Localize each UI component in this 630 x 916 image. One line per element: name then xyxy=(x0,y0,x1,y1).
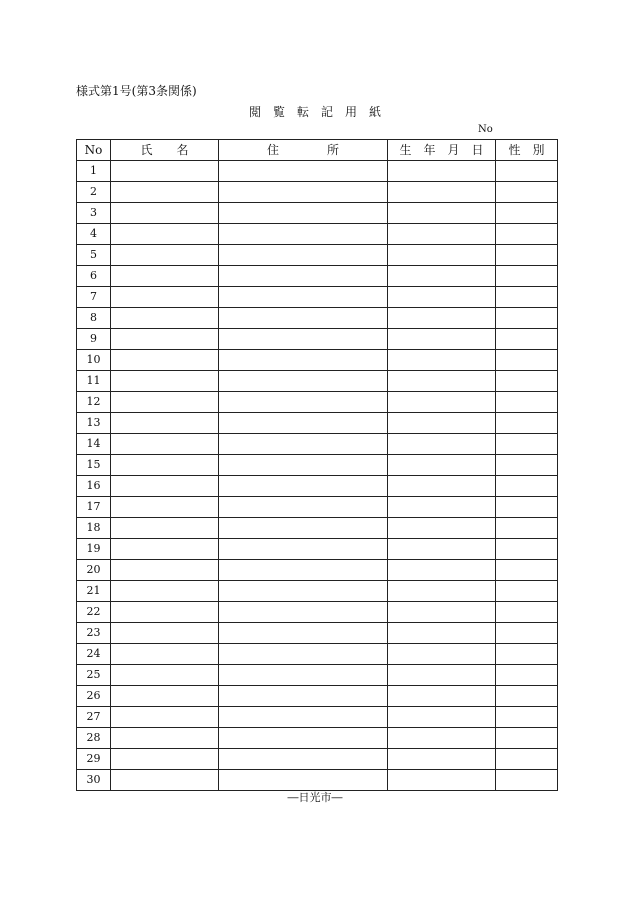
birthdate-cell[interactable] xyxy=(388,749,496,770)
table-row xyxy=(77,371,558,392)
row-number: 6 xyxy=(77,266,111,287)
document-title: 閲 覧 転 記 用 紙 xyxy=(248,105,381,119)
name-cell[interactable] xyxy=(111,161,219,182)
birthdate-cell[interactable] xyxy=(388,728,496,749)
gender-cell[interactable] xyxy=(496,203,558,224)
row-number: 4 xyxy=(77,224,111,245)
address-cell[interactable] xyxy=(219,371,388,392)
row-number: 18 xyxy=(77,518,111,539)
address-cell[interactable] xyxy=(219,749,388,770)
birthdate-cell[interactable] xyxy=(388,644,496,665)
gender-cell[interactable] xyxy=(496,602,558,623)
row-number: 11 xyxy=(77,371,111,392)
table-body xyxy=(77,161,558,791)
row-number: 20 xyxy=(77,560,111,581)
gender-cell[interactable] xyxy=(496,287,558,308)
table-row xyxy=(77,770,558,791)
address-cell[interactable] xyxy=(219,602,388,623)
gender-cell[interactable] xyxy=(496,497,558,518)
birthdate-cell[interactable] xyxy=(388,686,496,707)
address-cell[interactable] xyxy=(219,644,388,665)
address-cell[interactable] xyxy=(219,770,388,791)
table-row xyxy=(77,203,558,224)
name-cell[interactable] xyxy=(111,749,219,770)
birthdate-cell[interactable] xyxy=(388,245,496,266)
row-number: 8 xyxy=(77,308,111,329)
footer-city-name: ―日光市― xyxy=(287,791,343,804)
birthdate-cell[interactable] xyxy=(388,329,496,350)
gender-cell[interactable] xyxy=(496,665,558,686)
address-cell[interactable] xyxy=(219,497,388,518)
address-cell[interactable] xyxy=(219,329,388,350)
form-reference: 様式第1号(第3条関係) xyxy=(76,84,197,98)
gender-cell[interactable] xyxy=(496,686,558,707)
gender-cell[interactable] xyxy=(496,770,558,791)
address-cell[interactable] xyxy=(219,161,388,182)
birthdate-cell[interactable] xyxy=(388,203,496,224)
address-cell[interactable] xyxy=(219,686,388,707)
table-row xyxy=(77,749,558,770)
gender-cell[interactable] xyxy=(496,350,558,371)
name-cell[interactable] xyxy=(111,203,219,224)
table-row xyxy=(77,329,558,350)
birthdate-cell[interactable] xyxy=(388,560,496,581)
table-row xyxy=(77,518,558,539)
birthdate-cell[interactable] xyxy=(388,287,496,308)
row-number: 3 xyxy=(77,203,111,224)
row-number: 16 xyxy=(77,476,111,497)
name-cell[interactable] xyxy=(111,560,219,581)
name-cell[interactable] xyxy=(111,665,219,686)
address-cell[interactable] xyxy=(219,350,388,371)
table-row xyxy=(77,602,558,623)
address-cell[interactable] xyxy=(219,308,388,329)
address-cell[interactable] xyxy=(219,707,388,728)
name-cell[interactable] xyxy=(111,350,219,371)
table-row xyxy=(77,623,558,644)
gender-cell[interactable] xyxy=(496,476,558,497)
row-number: 14 xyxy=(77,434,111,455)
birthdate-cell[interactable] xyxy=(388,623,496,644)
address-cell[interactable] xyxy=(219,413,388,434)
gender-cell[interactable] xyxy=(496,455,558,476)
gender-cell[interactable] xyxy=(496,623,558,644)
birthdate-cell[interactable] xyxy=(388,581,496,602)
address-cell[interactable] xyxy=(219,455,388,476)
name-cell[interactable] xyxy=(111,686,219,707)
address-cell[interactable] xyxy=(219,539,388,560)
table-row xyxy=(77,728,558,749)
header-gender: 性 別 xyxy=(496,140,558,161)
birthdate-cell[interactable] xyxy=(388,413,496,434)
table-row xyxy=(77,686,558,707)
address-cell[interactable] xyxy=(219,266,388,287)
address-cell[interactable] xyxy=(219,224,388,245)
gender-cell[interactable] xyxy=(496,644,558,665)
address-cell[interactable] xyxy=(219,560,388,581)
birthdate-cell[interactable] xyxy=(388,455,496,476)
table-row xyxy=(77,224,558,245)
name-cell[interactable] xyxy=(111,623,219,644)
row-number: 25 xyxy=(77,665,111,686)
name-cell[interactable] xyxy=(111,518,219,539)
gender-cell[interactable] xyxy=(496,413,558,434)
name-cell[interactable] xyxy=(111,329,219,350)
row-number: 19 xyxy=(77,539,111,560)
gender-cell[interactable] xyxy=(496,161,558,182)
address-cell[interactable] xyxy=(219,476,388,497)
row-number: 15 xyxy=(77,455,111,476)
gender-cell[interactable] xyxy=(496,539,558,560)
name-cell[interactable] xyxy=(111,182,219,203)
address-cell[interactable] xyxy=(219,665,388,686)
birthdate-cell[interactable] xyxy=(388,707,496,728)
table-row xyxy=(77,560,558,581)
row-number: 22 xyxy=(77,602,111,623)
birthdate-cell[interactable] xyxy=(388,182,496,203)
birthdate-cell[interactable] xyxy=(388,266,496,287)
table-row xyxy=(77,392,558,413)
header-birthdate: 生 年 月 日 xyxy=(388,140,496,161)
birthdate-cell[interactable] xyxy=(388,350,496,371)
name-cell[interactable] xyxy=(111,581,219,602)
name-cell[interactable] xyxy=(111,497,219,518)
gender-cell[interactable] xyxy=(496,245,558,266)
table-row xyxy=(77,539,558,560)
birthdate-cell[interactable] xyxy=(388,308,496,329)
table-row xyxy=(77,644,558,665)
row-number: 17 xyxy=(77,497,111,518)
row-number: 12 xyxy=(77,392,111,413)
table-row xyxy=(77,161,558,182)
birthdate-cell[interactable] xyxy=(388,434,496,455)
address-cell[interactable] xyxy=(219,623,388,644)
row-number: 24 xyxy=(77,644,111,665)
gender-cell[interactable] xyxy=(496,707,558,728)
address-cell[interactable] xyxy=(219,434,388,455)
row-number: 1 xyxy=(77,161,111,182)
row-number: 10 xyxy=(77,350,111,371)
birthdate-cell[interactable] xyxy=(388,476,496,497)
name-cell[interactable] xyxy=(111,245,219,266)
address-cell[interactable] xyxy=(219,245,388,266)
row-number: 9 xyxy=(77,329,111,350)
register-table xyxy=(76,139,558,791)
gender-cell[interactable] xyxy=(496,728,558,749)
header-address: 住 所 xyxy=(219,140,388,161)
birthdate-cell[interactable] xyxy=(388,392,496,413)
address-cell[interactable] xyxy=(219,287,388,308)
name-cell[interactable] xyxy=(111,707,219,728)
row-number: 23 xyxy=(77,623,111,644)
gender-cell[interactable] xyxy=(496,182,558,203)
document-number-label: No xyxy=(478,124,493,135)
name-cell[interactable] xyxy=(111,476,219,497)
address-cell[interactable] xyxy=(219,392,388,413)
name-cell[interactable] xyxy=(111,224,219,245)
name-cell[interactable] xyxy=(111,539,219,560)
name-cell[interactable] xyxy=(111,455,219,476)
gender-cell[interactable] xyxy=(496,749,558,770)
gender-cell[interactable] xyxy=(496,518,558,539)
name-cell[interactable] xyxy=(111,413,219,434)
row-number: 21 xyxy=(77,581,111,602)
table-row xyxy=(77,497,558,518)
gender-cell[interactable] xyxy=(496,581,558,602)
row-number: 7 xyxy=(77,287,111,308)
birthdate-cell[interactable] xyxy=(388,602,496,623)
header-no: No xyxy=(77,140,111,161)
gender-cell[interactable] xyxy=(496,266,558,287)
address-cell[interactable] xyxy=(219,182,388,203)
name-cell[interactable] xyxy=(111,287,219,308)
address-cell[interactable] xyxy=(219,203,388,224)
table-row xyxy=(77,581,558,602)
birthdate-cell[interactable] xyxy=(388,161,496,182)
table-header-row xyxy=(77,140,558,161)
gender-cell[interactable] xyxy=(496,224,558,245)
birthdate-cell[interactable] xyxy=(388,539,496,560)
gender-cell[interactable] xyxy=(496,392,558,413)
table-row xyxy=(77,455,558,476)
table-row xyxy=(77,287,558,308)
birthdate-cell[interactable] xyxy=(388,770,496,791)
table-row xyxy=(77,266,558,287)
gender-cell[interactable] xyxy=(496,308,558,329)
row-number: 2 xyxy=(77,182,111,203)
gender-cell[interactable] xyxy=(496,560,558,581)
gender-cell[interactable] xyxy=(496,371,558,392)
row-number: 5 xyxy=(77,245,111,266)
name-cell[interactable] xyxy=(111,308,219,329)
row-number: 29 xyxy=(77,749,111,770)
table-row xyxy=(77,434,558,455)
gender-cell[interactable] xyxy=(496,434,558,455)
name-cell[interactable] xyxy=(111,644,219,665)
gender-cell[interactable] xyxy=(496,329,558,350)
name-cell[interactable] xyxy=(111,266,219,287)
row-number: 26 xyxy=(77,686,111,707)
header-name: 氏 名 xyxy=(111,140,219,161)
table-row xyxy=(77,665,558,686)
name-cell[interactable] xyxy=(111,371,219,392)
name-cell[interactable] xyxy=(111,392,219,413)
birthdate-cell[interactable] xyxy=(388,497,496,518)
birthdate-cell[interactable] xyxy=(388,371,496,392)
name-cell[interactable] xyxy=(111,602,219,623)
birthdate-cell[interactable] xyxy=(388,665,496,686)
table-row xyxy=(77,476,558,497)
name-cell[interactable] xyxy=(111,434,219,455)
table-row xyxy=(77,245,558,266)
name-cell[interactable] xyxy=(111,728,219,749)
row-number: 30 xyxy=(77,770,111,791)
table-row xyxy=(77,413,558,434)
row-number: 13 xyxy=(77,413,111,434)
name-cell[interactable] xyxy=(111,770,219,791)
table-row xyxy=(77,308,558,329)
table-row xyxy=(77,707,558,728)
table-row xyxy=(77,182,558,203)
address-cell[interactable] xyxy=(219,728,388,749)
address-cell[interactable] xyxy=(219,518,388,539)
row-number: 28 xyxy=(77,728,111,749)
birthdate-cell[interactable] xyxy=(388,518,496,539)
address-cell[interactable] xyxy=(219,581,388,602)
birthdate-cell[interactable] xyxy=(388,224,496,245)
table-row xyxy=(77,350,558,371)
row-number: 27 xyxy=(77,707,111,728)
